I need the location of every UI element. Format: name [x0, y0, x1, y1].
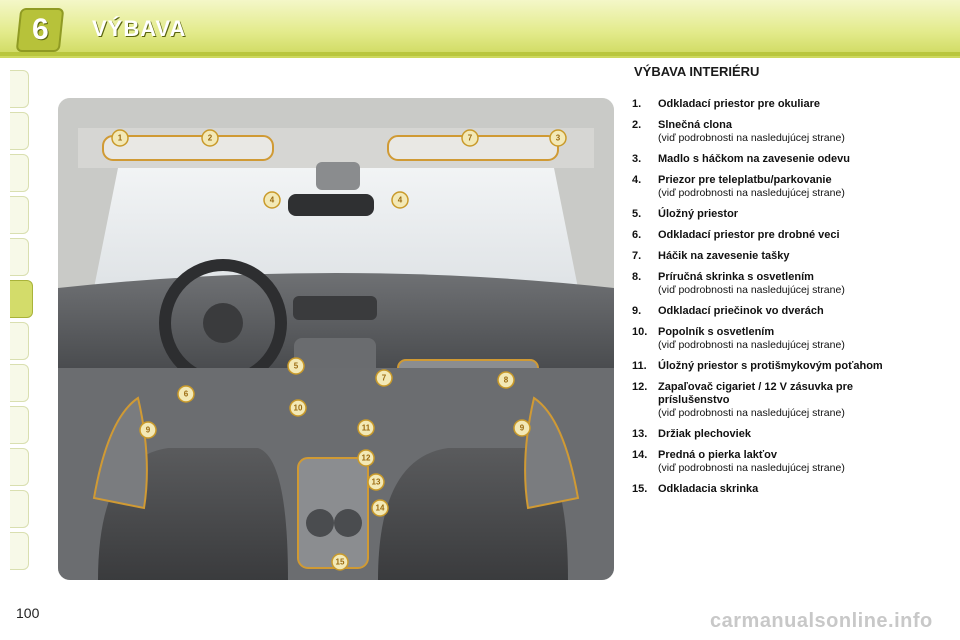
svg-text:9: 9	[519, 423, 525, 433]
section-heading: VÝBAVA INTERIÉRU	[634, 64, 760, 79]
list-item: 10. Popolník s osvetlením (viď podrobnosti na nasledujúcej strane)	[632, 326, 845, 351]
svg-text:1: 1	[117, 133, 123, 143]
interior-illustration	[58, 98, 614, 580]
list-item: 8. Príručná skrinka s osvetlením (viď podrobnosti na nasledujúcej strane)	[632, 271, 845, 296]
chapter-tab[interactable]	[10, 154, 29, 192]
callout-marker	[264, 192, 280, 208]
callout-marker	[112, 130, 128, 146]
svg-text:2: 2	[207, 133, 213, 143]
chapter-tab[interactable]	[10, 406, 29, 444]
callout-marker	[358, 450, 374, 466]
list-item: 12. Zapaľovač cigariet / 12 V zásuvka pre príslušenstvo (viď podrobnosti na nasledujúcej strane)	[632, 381, 854, 419]
svg-text:6: 6	[183, 389, 189, 399]
chapter-tab[interactable]	[10, 238, 29, 276]
chapter-tab[interactable]	[10, 112, 29, 150]
callout-marker	[140, 422, 156, 438]
list-item: 1. Odkladací priestor pre okuliare	[632, 98, 821, 110]
list-item: 3. Madlo s háčkom na zavesenie odevu	[632, 153, 850, 165]
svg-text:3: 3	[555, 133, 561, 143]
list-item: 13. Držiak plechoviek	[632, 428, 751, 440]
callout-marker	[368, 474, 384, 490]
list-item: 7. Háčik na zavesenie tašky	[632, 250, 790, 262]
callout-marker	[462, 130, 478, 146]
callout-marker	[550, 130, 566, 146]
equipment-list	[632, 98, 932, 504]
steering-hub	[203, 303, 243, 343]
interior-drawing	[58, 98, 614, 580]
callout-marker	[202, 130, 218, 146]
list-item: 5. Úložný priestor	[632, 208, 739, 220]
svg-text:4: 4	[397, 195, 403, 205]
can-holder-left	[306, 509, 334, 537]
chapter-tab-strip	[10, 70, 32, 570]
svg-text:4: 4	[269, 195, 275, 205]
callout-marker	[178, 386, 194, 402]
chapter-tab[interactable]	[10, 70, 29, 108]
rear-view-mirror	[288, 194, 374, 216]
list-item: 15. Odkladacia skrinka	[632, 483, 759, 495]
callout-marker	[372, 500, 388, 516]
list-item: 6. Odkladací priestor pre drobné veci	[632, 229, 840, 241]
svg-text:7: 7	[467, 133, 473, 143]
list-item: 9. Odkladací priečinok vo dverách	[632, 305, 824, 317]
svg-text:12: 12	[361, 453, 371, 463]
svg-text:11: 11	[361, 423, 371, 433]
chapter-number-badge	[16, 8, 65, 52]
chapter-tab[interactable]	[10, 322, 29, 360]
chapter-title: VÝBAVA	[92, 16, 187, 41]
callout-marker	[358, 420, 374, 436]
svg-text:10: 10	[293, 403, 303, 413]
watermark-text: carmanualsonline.info	[710, 610, 933, 632]
can-holder-right	[334, 509, 362, 537]
list-item: 14. Predná o pierka lakťov (viď podrobnosti na nasledujúcej strane)	[632, 449, 845, 474]
svg-text:7: 7	[381, 373, 387, 383]
callout-marker	[498, 372, 514, 388]
svg-text:9: 9	[145, 425, 151, 435]
list-item: 11. Úložný priestor s protišmykovým poťahom	[632, 360, 883, 372]
chapter-tab[interactable]	[10, 490, 29, 528]
page-number: 100	[16, 605, 40, 621]
chapter-tab[interactable]	[10, 532, 29, 570]
list-item: 2. Slnečná clona (viď podrobnosti na nasledujúcej strane)	[632, 119, 845, 144]
svg-text:14: 14	[375, 503, 385, 513]
callout-marker	[392, 192, 408, 208]
chapter-tab[interactable]	[10, 364, 29, 402]
callout-marker	[514, 420, 530, 436]
chapter-number: 6	[31, 13, 49, 46]
svg-text:13: 13	[371, 477, 381, 487]
chapter-tab[interactable]	[10, 196, 29, 234]
header-stripe	[0, 52, 960, 56]
chapter-tab[interactable]	[10, 448, 29, 486]
center-vents	[293, 296, 377, 320]
callout-marker	[332, 554, 348, 570]
callout-marker	[290, 400, 306, 416]
svg-text:8: 8	[503, 375, 509, 385]
callout-marker	[376, 370, 392, 386]
svg-text:5: 5	[293, 361, 299, 371]
list-item: 4. Priezor pre teleplatbu/parkovanie (viď podrobnosti na nasledujúcej strane)	[632, 174, 845, 199]
svg-text:15: 15	[335, 557, 345, 567]
roof-console	[316, 162, 360, 190]
callout-marker	[288, 358, 304, 374]
chapter-tab-active[interactable]	[10, 280, 33, 318]
